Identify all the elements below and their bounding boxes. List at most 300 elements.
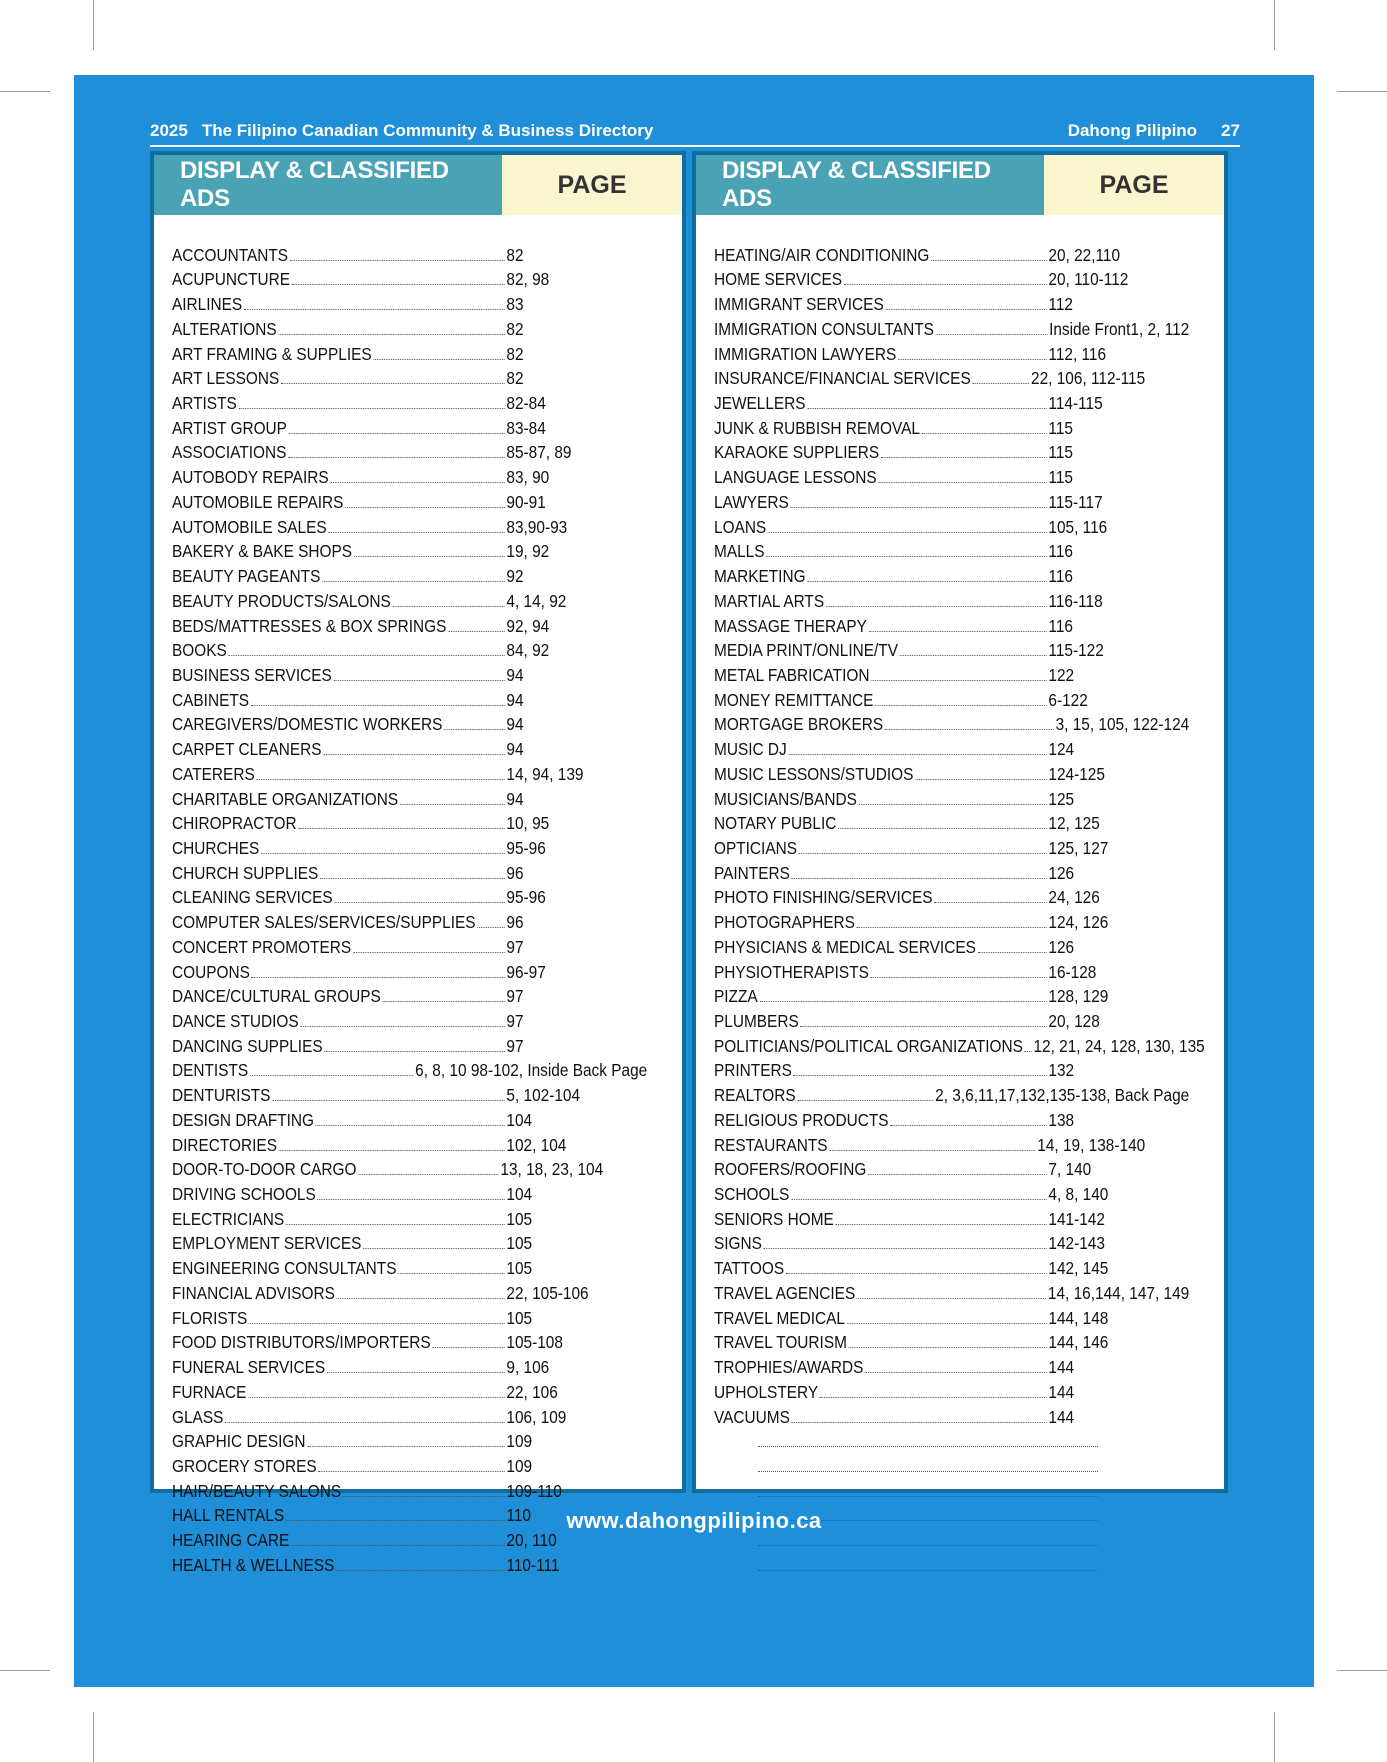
entry-page: 82 [506, 368, 524, 389]
dot-leader [343, 1496, 505, 1497]
entry-page: 125 [1048, 788, 1075, 809]
entry-page: 110 [506, 1505, 531, 1526]
entry-page: 124, 126 [1048, 912, 1109, 933]
dot-leader [251, 705, 505, 706]
directory-entry [714, 1131, 1145, 1156]
entry-page: 14, 16,144, 147, 149 [1047, 1282, 1190, 1303]
entry-category: MUSICIANS/BANDS [714, 788, 857, 809]
directory-entry [714, 1353, 1145, 1378]
entry-page: 124-125 [1048, 763, 1105, 784]
entry-category: PHOTOGRAPHERS [714, 912, 855, 933]
dot-leader [766, 556, 1046, 557]
dot-leader [792, 878, 1047, 879]
entry-page: 22, 105-106 [506, 1282, 589, 1303]
directory-entry [714, 1081, 1189, 1106]
entry-category: IMMIGRATION LAWYERS [714, 343, 897, 364]
entry-category: BAKERY & BAKE SHOPS [172, 541, 353, 562]
entry-page: 122 [1048, 664, 1075, 685]
directory-entry [714, 1254, 1145, 1279]
entry-page: 3, 15, 105, 122-124 [1055, 714, 1190, 735]
dot-leader [327, 1372, 505, 1373]
entry-category: ASSOCIATIONS [172, 442, 287, 463]
dot-leader [826, 606, 1047, 607]
entry-page: 110-111 [506, 1554, 560, 1575]
entry-category: MARTIAL ARTS [714, 590, 825, 611]
entry-page: 94 [506, 664, 524, 685]
entry-category: CHIROPRACTOR [172, 813, 297, 834]
directory-entry [172, 1057, 647, 1082]
entry-category: ART FRAMING & SUPPLIES [172, 343, 372, 364]
entry-page: 96 [506, 862, 524, 883]
header-year: 2025 [150, 121, 188, 140]
dot-leader [336, 1570, 505, 1571]
dot-leader [250, 1075, 414, 1076]
entry-category: PHOTO FINISHING/SERVICES [714, 887, 933, 908]
directory-entry [714, 587, 1145, 612]
dot-leader [844, 284, 1047, 285]
entry-category: ARTISTS [172, 393, 237, 414]
blank-entry-line [758, 1452, 1098, 1477]
entry-page: 97 [506, 936, 524, 957]
entry-page: 94 [506, 739, 524, 760]
entry-category: DENTURISTS [172, 1085, 271, 1106]
entry-page: 144 [1048, 1381, 1075, 1402]
entry-page: 24, 126 [1048, 887, 1100, 908]
entry-page: 105, 116 [1048, 516, 1108, 537]
entry-page: 109-110 [506, 1480, 562, 1501]
entry-category: IMMIGRATION CONSULTANTS [714, 318, 934, 339]
entry-page: 141-142 [1048, 1208, 1105, 1229]
entry-page: 82 [506, 343, 524, 364]
entry-page: 16-128 [1048, 961, 1097, 982]
directory-entry [714, 908, 1145, 933]
entry-page: 6, 8, 10 98-102, Inside Back Page [415, 1060, 648, 1081]
entry-page: 126 [1048, 936, 1075, 957]
dot-leader [857, 927, 1047, 928]
entry-page: 105 [506, 1233, 533, 1254]
entry-category: PAINTERS [714, 862, 790, 883]
dot-leader [792, 1422, 1047, 1423]
entry-page: 115 [1048, 467, 1073, 488]
directory-entry [172, 538, 603, 563]
directory-entry [172, 1452, 603, 1477]
entry-page: 83-84 [506, 417, 546, 438]
entry-page: 105 [506, 1307, 533, 1328]
entry-page: 2, 3,6,11,17,132,135-138, Back Page [935, 1085, 1190, 1106]
dot-leader [859, 804, 1047, 805]
directory-entry [172, 1007, 603, 1032]
directory-entry [714, 785, 1145, 810]
entry-category: DANCE/CULTURAL GROUPS [172, 986, 381, 1007]
entry-category: ACCOUNTANTS [172, 244, 289, 265]
entry-category: LANGUAGE LESSONS [714, 467, 877, 488]
dot-leader [829, 1150, 1035, 1151]
directory-entry [172, 612, 603, 637]
header-page-number: 27 [1221, 121, 1240, 140]
dot-leader [857, 1298, 1046, 1299]
dot-leader [934, 902, 1046, 903]
dot-leader [847, 1323, 1047, 1324]
directory-entry [714, 1205, 1145, 1230]
directory-entry [172, 1378, 603, 1403]
entry-page: 97 [506, 1011, 524, 1031]
directory-entry [172, 290, 603, 315]
dot-leader [448, 631, 504, 632]
entry-category: CATERERS [172, 763, 255, 784]
entry-category: TRAVEL TOURISM [714, 1332, 847, 1353]
entry-category: TRAVEL MEDICAL [714, 1307, 845, 1328]
entry-page: 90-91 [506, 491, 546, 512]
directory-entry [714, 513, 1145, 538]
entry-page: 116-118 [1048, 590, 1103, 611]
entry-category: COMPUTER SALES/SERVICES/SUPPLIES [172, 912, 476, 933]
directory-entry [714, 414, 1145, 439]
entry-category: UPHOLSTERY [714, 1381, 819, 1402]
entry-category: TATTOOS [714, 1258, 785, 1279]
directory-entry [172, 1353, 603, 1378]
directory-entry [172, 884, 603, 909]
entry-category: KARAOKE SUPPLIERS [714, 442, 880, 463]
entry-page: 104 [506, 1184, 533, 1205]
dot-leader [807, 581, 1046, 582]
entry-page: 82, 98 [506, 269, 550, 290]
entry-category: GRAPHIC DESIGN [172, 1431, 306, 1452]
directory-entry [172, 1131, 603, 1156]
entry-category: CARPET CLEANERS [172, 739, 322, 760]
directory-entry [714, 538, 1145, 563]
dot-leader [244, 309, 505, 310]
dot-leader [328, 532, 504, 533]
crop-mark [1274, 0, 1275, 50]
dot-leader [334, 902, 504, 903]
entry-category: AUTOMOBILE SALES [172, 516, 327, 537]
dot-leader [363, 1248, 504, 1249]
directory-entry [172, 587, 603, 612]
entry-category: CHURCHES [172, 837, 260, 858]
entry-page: 126 [1048, 862, 1075, 883]
entry-page: 7, 140 [1048, 1159, 1092, 1180]
directory-entry [172, 1156, 603, 1181]
directory-entry [714, 241, 1145, 266]
entry-page: 112, 116 [1048, 343, 1107, 364]
entry-page: 92 [506, 566, 524, 587]
dot-leader [875, 705, 1046, 706]
directory-entry [714, 810, 1145, 835]
entry-page: 96 [506, 912, 524, 933]
entry-page: 82-84 [506, 393, 546, 414]
entry-category: FURNACE [172, 1381, 247, 1402]
directory-entry [172, 1304, 603, 1329]
crop-mark [93, 1712, 94, 1762]
directory-entry [172, 513, 603, 538]
right-column [692, 151, 1228, 1493]
directory-entry [172, 711, 603, 736]
dot-leader [868, 1174, 1047, 1175]
entry-category: CAREGIVERS/DOMESTIC WORKERS [172, 714, 443, 735]
dot-leader [764, 1248, 1047, 1249]
entry-page: 138 [1048, 1109, 1075, 1130]
directory-entry [714, 686, 1145, 711]
dot-leader [261, 853, 505, 854]
entry-page: 115 [1048, 417, 1073, 438]
directory-entry [714, 760, 1145, 785]
directory-entry [714, 1032, 1205, 1057]
directory-entry [714, 735, 1145, 760]
entry-page: 22, 106, 112-115 [1031, 368, 1146, 389]
entry-category: DANCING SUPPLIES [172, 1035, 323, 1056]
dot-leader [885, 309, 1046, 310]
dot-leader [281, 383, 505, 384]
directory-page [74, 75, 1314, 1687]
entry-page: 20, 110 [506, 1530, 557, 1551]
entry-page: 132 [1048, 1060, 1075, 1081]
entry-category: EMPLOYMENT SERVICES [172, 1233, 362, 1254]
directory-entry [714, 1007, 1145, 1032]
directory-entry [172, 439, 603, 464]
entry-page: 125, 127 [1048, 837, 1109, 858]
dot-leader [383, 1001, 505, 1002]
heading-ads: DISPLAY & CLASSIFIED ADS [696, 155, 1044, 215]
dot-leader [323, 754, 504, 755]
entry-page: 12, 125 [1048, 813, 1100, 834]
entry-page: 95-96 [506, 887, 546, 908]
entry-category: FINANCIAL ADVISORS [172, 1282, 335, 1303]
heading-ads: DISPLAY & CLASSIFIED ADS [154, 155, 502, 215]
entry-category: DIRECTORIES [172, 1134, 277, 1155]
footer-website[interactable]: www.dahongpilipino.ca [566, 1508, 822, 1533]
entry-page: 104 [506, 1109, 533, 1130]
entry-category: IMMIGRANT SERVICES [714, 294, 884, 315]
entry-category: FLORISTS [172, 1307, 248, 1328]
dot-leader [248, 1397, 504, 1398]
entry-category: SENIORS HOME [714, 1208, 834, 1229]
directory-entry [172, 1551, 603, 1576]
crop-mark [1337, 1670, 1387, 1671]
entry-page: 82 [506, 318, 524, 339]
directory-entry [172, 735, 603, 760]
dot-leader [885, 729, 1054, 730]
header-title: The Filipino Canadian Community & Business Directory [201, 121, 654, 140]
entry-page: 115-122 [1048, 640, 1104, 661]
entry-category: BOOKS [172, 640, 227, 661]
directory-entry [714, 1106, 1145, 1131]
entry-page: 5, 102-104 [506, 1085, 581, 1106]
directory-entry [172, 315, 603, 340]
directory-entry [714, 834, 1145, 859]
dot-leader [972, 383, 1029, 384]
dot-leader [292, 284, 505, 285]
directory-entry [714, 1378, 1145, 1403]
dot-leader [820, 1397, 1047, 1398]
entry-category: CLEANING SERVICES [172, 887, 333, 908]
entry-category: DANCE STUDIOS [172, 1011, 299, 1031]
crop-mark [1337, 91, 1387, 92]
directory-entry [714, 958, 1145, 983]
dot-leader [432, 1347, 504, 1348]
crop-mark [1274, 1712, 1275, 1762]
heading-page: PAGE [502, 155, 682, 215]
dot-leader [320, 878, 505, 879]
directory-entry [714, 365, 1145, 390]
directory-entry [172, 1032, 603, 1057]
crop-mark [93, 0, 94, 50]
dot-leader [345, 507, 504, 508]
entry-category: DOOR-TO-DOOR CARGO [172, 1159, 357, 1180]
entry-category: COUPONS [172, 961, 250, 982]
directory-entry [714, 933, 1145, 958]
directory-entry [172, 1477, 603, 1502]
dot-leader [1025, 1051, 1032, 1052]
directory-entry [714, 983, 1145, 1008]
entry-page: 105 [506, 1258, 533, 1279]
entry-category: SCHOOLS [714, 1184, 790, 1205]
entry-category: MALLS [714, 541, 765, 562]
entry-page: 82 [506, 244, 524, 265]
dot-leader [477, 927, 504, 928]
dot-leader [279, 1150, 505, 1151]
directory-entry [714, 340, 1145, 365]
directory-entry [172, 958, 603, 983]
entry-page: 106, 109 [506, 1406, 567, 1427]
entry-page: 83,90-93 [506, 516, 568, 537]
header-rule [150, 145, 1240, 147]
dot-leader [794, 1075, 1047, 1076]
dot-leader [225, 1422, 505, 1423]
entry-category: NOTARY PUBLIC [714, 813, 837, 834]
directory-entry [714, 637, 1145, 662]
entry-page: 112 [1048, 294, 1073, 315]
entry-category: ROOFERS/ROOFING [714, 1159, 867, 1180]
running-header [150, 117, 1240, 145]
dot-leader [353, 952, 505, 953]
dot-leader [800, 1026, 1046, 1027]
dot-leader [900, 655, 1047, 656]
entry-category: HOME SERVICES [714, 269, 843, 290]
dot-leader [324, 1051, 504, 1052]
entry-category: MUSIC DJ [714, 739, 787, 760]
entry-page: 116 [1048, 541, 1073, 562]
directory-entry [714, 1403, 1145, 1428]
entry-page: 84, 92 [506, 640, 550, 661]
entry-page: 105 [506, 1208, 533, 1229]
dot-leader [807, 408, 1046, 409]
blank-entry-line [758, 1551, 1098, 1576]
entry-category: DENTISTS [172, 1060, 249, 1081]
entry-category: REALTORS [714, 1085, 796, 1106]
entry-category: CONCERT PROMOTERS [172, 936, 352, 957]
directory-entry [714, 488, 1145, 513]
dot-leader [799, 853, 1047, 854]
heading-page: PAGE [1044, 155, 1224, 215]
directory-entry [172, 810, 603, 835]
entry-category: CHURCH SUPPLIES [172, 862, 319, 883]
dot-leader [791, 507, 1047, 508]
directory-entry [172, 266, 603, 291]
directory-entry [172, 463, 603, 488]
dot-leader [838, 828, 1046, 829]
dot-leader [330, 482, 504, 483]
entry-page: 6-122 [1048, 689, 1088, 710]
entry-category: VACUUMS [714, 1406, 790, 1427]
directory-entry [172, 241, 603, 266]
entry-category: CABINETS [172, 689, 250, 710]
entry-category: ENGINEERING CONSULTANTS [172, 1258, 397, 1279]
right-column-header [696, 155, 1224, 215]
entry-page: 4, 14, 92 [506, 590, 567, 611]
entry-category: RESTAURANTS [714, 1134, 828, 1155]
blank-entry-line [758, 1428, 1098, 1453]
dot-leader [978, 952, 1047, 953]
directory-entry [714, 859, 1145, 884]
directory-entry [714, 1230, 1145, 1255]
entry-page: 102, 104 [506, 1134, 567, 1155]
dot-leader [334, 680, 505, 681]
directory-entry [714, 612, 1145, 637]
entry-category: AIRLINES [172, 294, 243, 315]
dot-leader [797, 1100, 933, 1101]
directory-entry [172, 1205, 603, 1230]
entry-page: 142-143 [1048, 1233, 1105, 1254]
dot-leader [256, 779, 504, 780]
directory-entry [172, 562, 603, 587]
entry-page: 19, 92 [506, 541, 550, 562]
directory-entry [172, 686, 603, 711]
entry-category: MORTGAGE BROKERS [714, 714, 884, 735]
entry-category: HEALTH & WELLNESS [172, 1554, 335, 1575]
crop-mark [0, 1670, 50, 1671]
directory-entry [714, 1180, 1145, 1205]
entry-category: DRIVING SCHOOLS [172, 1184, 316, 1205]
directory-entry [714, 1304, 1145, 1329]
entry-page: 144 [1048, 1406, 1075, 1427]
entry-page: 92, 94 [506, 615, 550, 636]
entry-category: FOOD DISTRIBUTORS/IMPORTERS [172, 1332, 431, 1353]
directory-entry [172, 1329, 603, 1354]
entry-page: Inside Front1, 2, 112 [1049, 318, 1190, 339]
dot-leader [871, 680, 1046, 681]
entry-page: 116 [1048, 615, 1073, 636]
entry-category: PHYSIOTHERAPISTS [714, 961, 869, 982]
directory-entry [714, 389, 1145, 414]
entry-page: 109 [506, 1455, 533, 1476]
entry-category: HEATING/AIR CONDITIONING [714, 244, 930, 265]
directory-entry [172, 389, 603, 414]
entry-category: FUNERAL SERVICES [172, 1357, 326, 1378]
dot-leader [881, 457, 1047, 458]
entry-page: 124 [1048, 739, 1075, 760]
directory-entry [172, 933, 603, 958]
entry-category: INSURANCE/FINANCIAL SERVICES [714, 368, 971, 389]
entry-page: 144, 148 [1048, 1307, 1109, 1328]
entry-category: AUTOMOBILE REPAIRS [172, 491, 344, 512]
entry-page: 142, 145 [1048, 1258, 1109, 1279]
entry-page: 85-87, 89 [506, 442, 572, 463]
entry-category: ART LESSONS [172, 368, 280, 389]
entry-page: 13, 18, 23, 104 [500, 1159, 604, 1180]
entry-category: BUSINESS SERVICES [172, 664, 332, 685]
directory-entry [714, 290, 1145, 315]
dot-leader [337, 1298, 505, 1299]
entry-category: AUTOBODY REPAIRS [172, 467, 329, 488]
directory-entry [714, 1057, 1145, 1082]
entry-page: 144 [1048, 1357, 1075, 1378]
entry-page: 97 [506, 1035, 524, 1056]
entry-category: METAL FABRICATION [714, 664, 870, 685]
entry-category: LOANS [714, 516, 767, 537]
dot-leader [393, 606, 505, 607]
dot-leader [307, 1446, 504, 1447]
directory-entry [172, 637, 603, 662]
